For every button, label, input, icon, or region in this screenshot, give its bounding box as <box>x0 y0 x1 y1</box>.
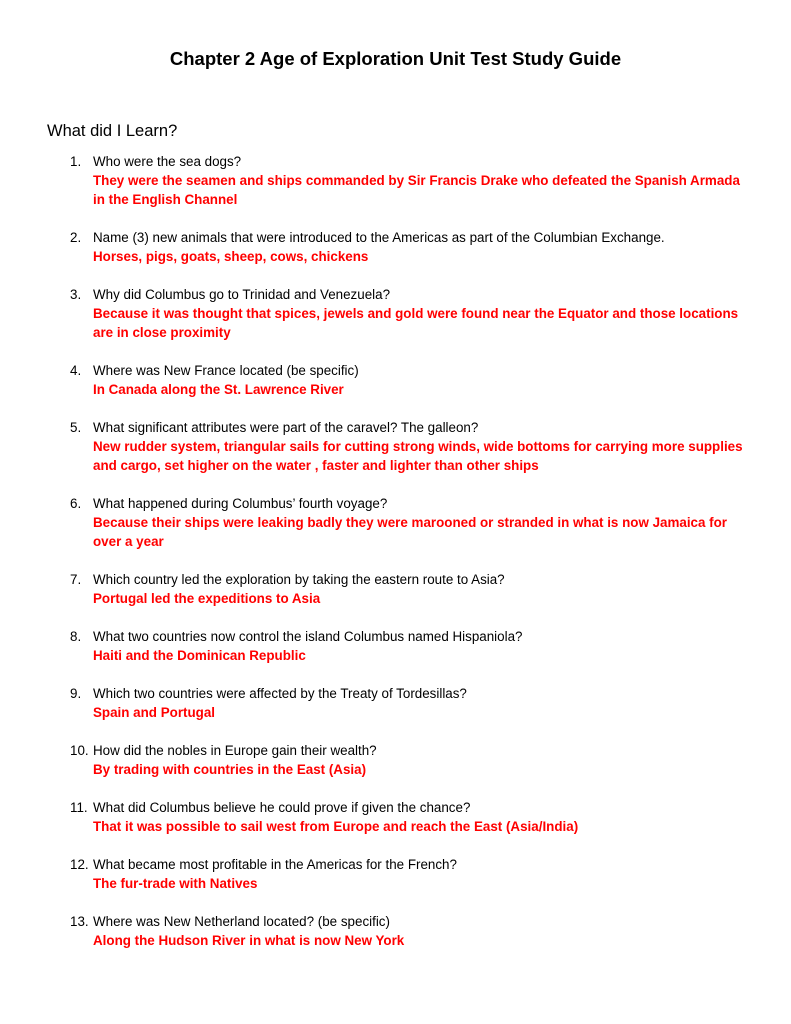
question-number: 5. <box>70 420 82 435</box>
answer-text: Portugal led the expeditions to Asia <box>93 591 321 606</box>
question-item <box>0 418 753 475</box>
question-text: Where was New France located (be specific) <box>93 363 359 378</box>
question-item <box>0 152 753 209</box>
question-text: Who were the sea dogs? <box>93 154 242 169</box>
answer-text: Because it was thought that spices, jewels and gold were found near the Equator and those locations are in close proximity <box>93 306 739 340</box>
question-item <box>0 798 753 836</box>
question-number: 13. <box>70 914 89 929</box>
question-number: 1. <box>70 154 82 169</box>
question-text: What did Columbus believe he could prove if given the chance? <box>93 800 471 815</box>
question-text: What significant attributes were part of the caravel? The galleon? <box>93 420 479 435</box>
answer-text: Because their ships were leaking badly they were marooned or stranded in what is now Jamaica for over a year <box>93 515 728 549</box>
question-text: How did the nobles in Europe gain their wealth? <box>93 743 377 758</box>
question-number: 8. <box>70 629 82 644</box>
question-text: Which two countries were affected by the Treaty of Tordesillas? <box>93 686 467 701</box>
question-item <box>0 285 753 342</box>
question-text: Why did Columbus go to Trinidad and Venezuela? <box>93 287 391 302</box>
question-number: 12. <box>70 857 89 872</box>
question-item <box>0 741 753 779</box>
answer-text: By trading with countries in the East (Asia) <box>93 762 367 777</box>
question-text: What two countries now control the island Columbus named Hispaniola? <box>93 629 523 644</box>
question-number: 4. <box>70 363 82 378</box>
page-title: Chapter 2 Age of Exploration Unit Test Study Guide <box>169 48 622 69</box>
section-heading: What did I Learn? <box>47 122 178 140</box>
question-item <box>0 570 753 608</box>
question-number: 11. <box>70 800 88 815</box>
question-item <box>0 912 753 950</box>
question-text: Name (3) new animals that were introduced to the Americas as part of the Columbian Exchange. <box>93 230 665 245</box>
question-item <box>0 228 753 266</box>
answer-text: In Canada along the St. Lawrence River <box>93 382 344 397</box>
answer-text: They were the seamen and ships commanded by Sir Francis Drake who defeated the Spanish Armada in the English Channel <box>93 173 740 207</box>
question-item <box>0 855 753 893</box>
question-number: 2. <box>70 230 82 245</box>
question-item <box>0 494 753 551</box>
question-number: 3. <box>70 287 82 302</box>
question-list <box>0 152 791 969</box>
answer-text: Spain and Portugal <box>93 705 216 720</box>
question-number: 6. <box>70 496 82 511</box>
question-text: What happened during Columbus’ fourth voyage? <box>93 496 388 511</box>
question-number: 7. <box>70 572 82 587</box>
question-item <box>0 684 753 722</box>
question-text: What became most profitable in the Americas for the French? <box>93 857 457 872</box>
answer-text: Along the Hudson River in what is now New York <box>93 933 405 948</box>
question-item <box>0 627 753 665</box>
question-item <box>0 361 753 399</box>
answer-text: Horses, pigs, goats, sheep, cows, chickens <box>93 249 369 264</box>
question-text: Where was New Netherland located? (be specific) <box>93 914 390 929</box>
question-text: Which country led the exploration by taking the eastern route to Asia? <box>93 572 505 587</box>
answer-text: The fur-trade with Natives <box>93 876 258 891</box>
question-number: 9. <box>70 686 82 701</box>
question-number: 10. <box>70 743 89 758</box>
answer-text: Haiti and the Dominican Republic <box>93 648 306 663</box>
answer-text: That it was possible to sail west from Europe and reach the East (Asia/India) <box>93 819 579 834</box>
answer-text: New rudder system, triangular sails for cutting strong winds, wide bottoms for carrying more supplies and cargo, set higher on the water , faster and lighter than other ships <box>93 439 743 473</box>
